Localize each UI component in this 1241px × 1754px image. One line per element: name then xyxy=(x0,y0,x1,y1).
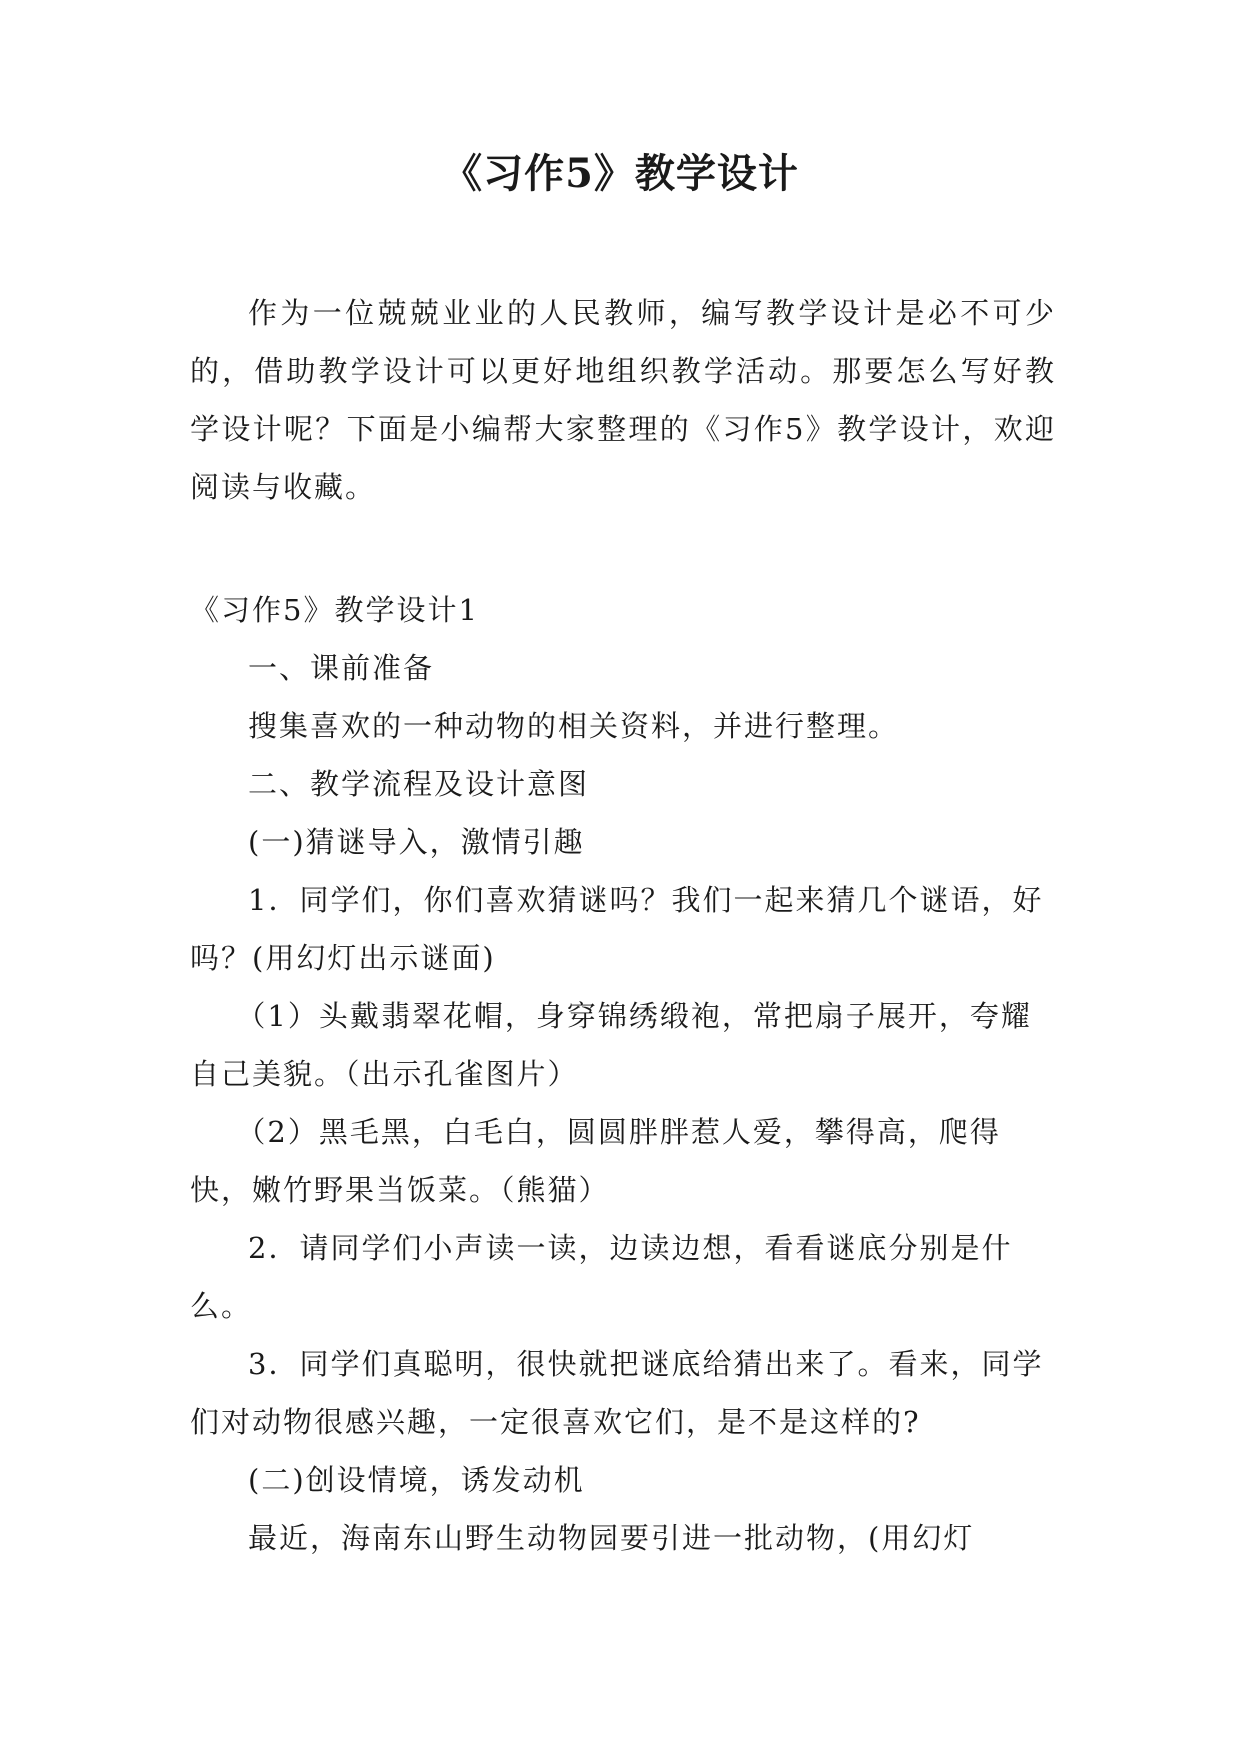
paragraph: 二、教学流程及设计意图 xyxy=(248,767,590,801)
paragraph: 搜集喜欢的一种动物的相关资料，并进行整理。 xyxy=(248,709,900,743)
paragraph: 2．请同学们小声读一读，边读边想，看看谜底分别是什么。 xyxy=(190,1231,1013,1323)
paragraph: 一、课前准备 xyxy=(248,651,435,685)
paragraph: （1）头戴翡翠花帽，身穿锦绣缎袍，常把扇子展开，夸耀自己美貌。（出示孔雀图片） xyxy=(190,999,1032,1091)
document-title: 《习作5》教学设计 xyxy=(442,150,799,197)
section-title: 《习作5》教学设计1 xyxy=(190,593,479,627)
paragraph: 3．同学们真聪明，很快就把谜底给猜出来了。看来，同学们对动物很感兴趣，一定很喜欢它们，是不是这样的? xyxy=(190,1347,1044,1439)
paragraph: 最近，海南东山野生动物园要引进一批动物，(用幻灯 xyxy=(248,1521,975,1555)
paragraph: 1．同学们，你们喜欢猜谜吗？我们一起来猜几个谜语，好吗？(用幻灯出示谜面) xyxy=(190,883,1044,975)
paragraph: (二)创设情境，诱发动机 xyxy=(248,1463,585,1497)
intro-paragraph: 作为一位兢兢业业的人民教师，编写教学设计是必不可少的，借助教学设计可以更好地组织教学活动。那要怎么写好教学设计呢？下面是小编帮大家整理的《习作5》教学设计，欢迎阅读与收藏。 xyxy=(190,296,1056,504)
document-body xyxy=(190,581,1060,1567)
paragraph: （2）黑毛黑，白毛白，圆圆胖胖惹人爱，攀得高，爬得快，嫩竹野果当饭菜。（熊猫） xyxy=(190,1115,1001,1207)
paragraph: (一)猜谜导入，激情引趣 xyxy=(248,825,585,859)
